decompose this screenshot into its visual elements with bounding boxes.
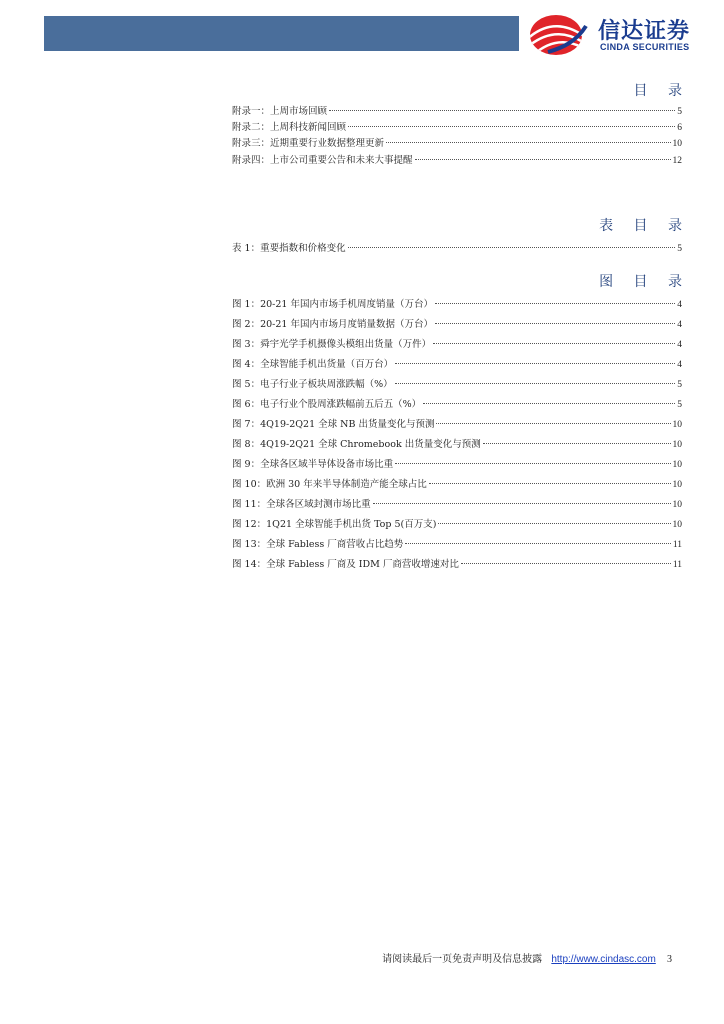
logo-english-name: CINDA SECURITIES <box>600 42 690 52</box>
toc-entry[interactable] <box>232 535 682 555</box>
toc-entry-page: 5 <box>677 244 682 254</box>
toc-dot-leader <box>348 247 676 248</box>
table-index-list <box>232 239 682 259</box>
toc-entry-page: 4 <box>677 360 682 370</box>
toc-dot-leader <box>329 110 675 111</box>
toc-entry-page: 4 <box>677 300 682 310</box>
toc-entry-label: 附录二：上周科技新闻回顾 <box>232 122 347 134</box>
toc-entry-page: 5 <box>677 107 682 117</box>
toc-entry-page: 11 <box>672 540 682 550</box>
toc-entry-label: 图 5：电子行业子板块周涨跌幅（%） <box>232 379 393 390</box>
header-bar <box>44 16 519 51</box>
toc-entry[interactable] <box>232 495 682 515</box>
toc-dot-leader <box>386 142 670 143</box>
toc-entry-page: 10 <box>672 520 682 530</box>
figure-index-title: 图 目 录 <box>599 274 690 290</box>
toc-entry-label: 图 6：电子行业个股周涨跌幅前五后五（%） <box>232 399 422 410</box>
cinda-globe-icon <box>528 12 590 56</box>
toc-entry-label: 图 11：全球各区域封测市场比重 <box>232 499 371 510</box>
toc-entry[interactable] <box>232 104 682 120</box>
toc-entry-label: 附录一：上周市场回顾 <box>232 106 328 117</box>
toc-dot-leader <box>438 523 670 524</box>
toc-dot-leader <box>435 323 675 324</box>
toc-entry[interactable] <box>232 455 682 475</box>
toc-entry[interactable] <box>232 415 682 435</box>
toc-entry-page: 10 <box>672 440 682 450</box>
website-link[interactable]: http://www.cindasc.com <box>551 954 656 965</box>
toc-list <box>232 104 682 169</box>
toc-entry-label: 图 1：20-21 年国内市场手机周度销量（万台） <box>232 299 433 310</box>
toc-dot-leader <box>405 543 671 544</box>
toc-entry-label: 图 7：4Q19-2Q21 全球 NB 出货量变化与预测 <box>232 419 435 430</box>
toc-entry[interactable] <box>232 355 682 375</box>
toc-dot-leader <box>395 463 670 464</box>
toc-entry[interactable] <box>232 295 682 315</box>
toc-dot-leader <box>433 343 675 344</box>
toc-entry[interactable] <box>232 239 682 259</box>
toc-dot-leader <box>436 423 670 424</box>
toc-entry[interactable] <box>232 395 682 415</box>
toc-entry[interactable] <box>232 475 682 495</box>
toc-dot-leader <box>423 403 675 404</box>
toc-entry-page: 6 <box>677 123 682 134</box>
logo-chinese-name: 信达证券 <box>598 19 691 44</box>
disclaimer-notice: 请阅读最后一页免责声明及信息披露 <box>382 954 543 965</box>
toc-dot-leader <box>395 383 676 384</box>
figure-index-list <box>232 295 682 575</box>
toc-entry[interactable] <box>232 555 682 575</box>
toc-entry[interactable] <box>232 375 682 395</box>
toc-entry-page: 10 <box>672 500 682 510</box>
toc-entry-label: 图 14：全球 Fabless 厂商及 IDM 厂商营收增速对比 <box>232 559 459 570</box>
toc-entry-page: 10 <box>672 420 682 430</box>
toc-entry[interactable] <box>232 153 682 169</box>
toc-entry-label: 图 13：全球 Fabless 厂商营收占比趋势 <box>232 539 404 550</box>
toc-entry[interactable] <box>232 515 682 535</box>
toc-entry-label: 图 12：1Q21 全球智能手机出货 Top 5(百万支) <box>232 519 437 530</box>
toc-entry-page: 5 <box>677 380 682 390</box>
toc-entry-label: 附录三：近期重要行业数据整理更新 <box>232 138 385 150</box>
toc-entry-page: 10 <box>672 139 682 150</box>
toc-entry-label: 表 1：重要指数和价格变化 <box>232 243 346 254</box>
toc-entry-label: 图 4：全球智能手机出货量（百万台） <box>232 359 394 370</box>
toc-section <box>232 80 690 169</box>
toc-entry-page: 10 <box>672 480 682 490</box>
toc-dot-leader <box>429 483 671 484</box>
toc-entry[interactable] <box>232 136 682 152</box>
toc-dot-leader <box>461 563 671 564</box>
toc-entry-label: 图 9：全球各区域半导体设备市场比重 <box>232 459 394 470</box>
toc-entry[interactable] <box>232 435 682 455</box>
figure-index-section <box>232 271 690 575</box>
cinda-logo <box>528 12 708 56</box>
table-index-section <box>232 215 690 259</box>
toc-entry-page: 10 <box>672 460 682 470</box>
toc-dot-leader <box>483 443 671 444</box>
toc-dot-leader <box>348 126 675 127</box>
toc-dot-leader <box>373 503 671 504</box>
toc-dot-leader <box>395 363 675 364</box>
toc-dot-leader <box>435 303 675 304</box>
toc-entry-page: 11 <box>672 560 682 570</box>
toc-entry-page: 12 <box>672 155 682 166</box>
toc-entry-label: 图 2：20-21 年国内市场月度销量数据（万台） <box>232 319 433 330</box>
toc-entry-label: 图 3：舜宇光学手机摄像头模组出货量（万件） <box>232 339 432 350</box>
toc-entry[interactable] <box>232 315 682 335</box>
page-number: 3 <box>667 954 672 965</box>
toc-dot-leader <box>415 159 671 160</box>
toc-entry-page: 4 <box>677 340 682 350</box>
toc-entry-page: 4 <box>677 320 682 330</box>
toc-entry-label: 附录四：上市公司重要公告和未来大事提醒 <box>232 154 413 166</box>
toc-entry-page: 5 <box>677 400 682 410</box>
toc-entry[interactable] <box>232 120 682 136</box>
toc-entry-label: 图 10：欧洲 30 年来半导体制造产能全球占比 <box>232 479 427 490</box>
page-footer <box>382 950 672 965</box>
toc-entry[interactable] <box>232 335 682 355</box>
table-index-title: 表 目 录 <box>599 218 690 234</box>
toc-title: 目 录 <box>633 83 690 99</box>
toc-entry-label: 图 8：4Q19-2Q21 全球 Chromebook 出货量变化与预测 <box>232 439 481 450</box>
